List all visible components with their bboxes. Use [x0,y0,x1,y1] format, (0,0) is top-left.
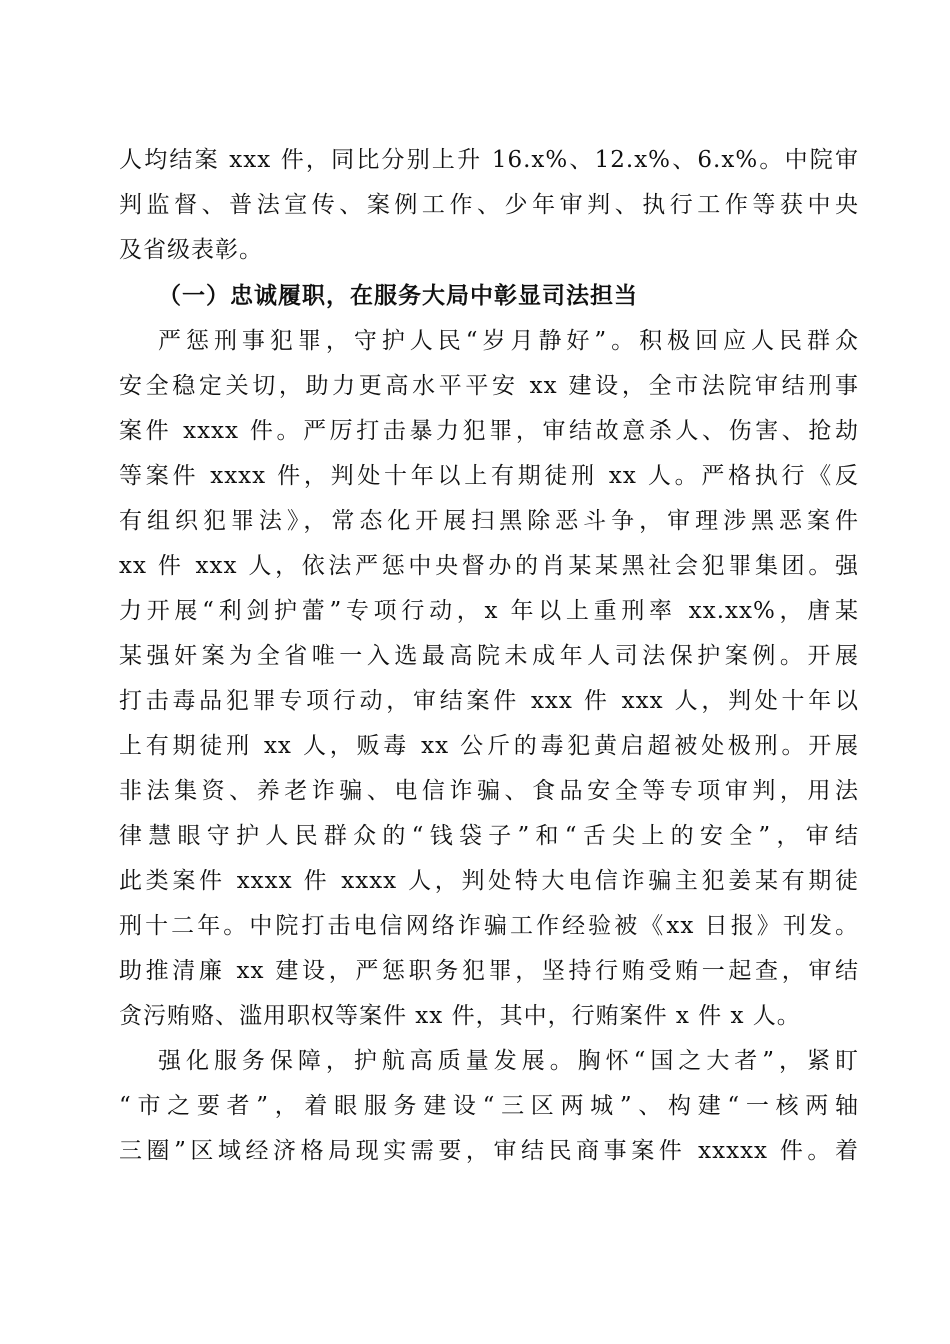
text-line: 判监督、普法宣传、案例工作、少年审判、执行工作等获中央 [119,192,859,218]
text-line: 等案件 xxxx 件，判处十年以上有期徒刑 xx 人。严格执行《反 [119,463,859,489]
text-line: 某强奸案为全省唯一入选最高院未成年人司法保护案例。开展 [119,643,859,669]
text-line: 非法集资、养老诈骗、电信诈骗、食品安全等专项审判，用法 [119,778,859,804]
text-line: 力开展“利剑护蕾”专项行动，x 年以上重刑率 xx.xx%，唐某 [119,598,859,624]
text-line: xx 件 xxx 人，依法严惩中央督办的肖某某黑社会犯罪集团。强 [119,553,859,579]
text-line: 严惩刑事犯罪，守护人民“岁月静好”。积极回应人民群众 [158,328,859,354]
text-line: “市之要者”，着眼服务建设“三区两城”、构建“一核两轴 [119,1093,859,1119]
section-heading: （一）忠诚履职，在服务大局中彰显司法担当 [158,282,638,309]
text-line: 安全稳定关切，助力更高水平平安 xx 建设，全市法院审结刑事 [119,373,859,399]
text-line: 贪污贿赂、滥用职权等案件 xx 件，其中，行贿案件 x 件 x 人。 [119,1003,801,1029]
text-line: 有组织犯罪法》，常态化开展扫黑除恶斗争，审理涉黑恶案件 [119,508,859,534]
text-line: 案件 xxxx 件。严厉打击暴力犯罪，审结故意杀人、伤害、抢劫 [119,418,859,444]
text-line: 打击毒品犯罪专项行动，审结案件 xxx 件 xxx 人，判处十年以 [119,688,859,714]
text-line: 强化服务保障，护航高质量发展。胸怀“国之大者”，紧盯 [158,1048,859,1074]
text-line: 及省级表彰。 [119,237,263,263]
text-line: 人均结案 xxx 件，同比分别上升 16.x%、12.x%、6.x%。中院审 [119,147,859,173]
text-line: 刑十二年。中院打击电信网络诈骗工作经验被《xx 日报》刊发。 [119,913,859,939]
text-line: 此类案件 xxxx 件 xxxx 人，判处特大电信诈骗主犯姜某有期徒 [119,868,859,894]
text-line: 三圈”区域经济格局现实需要，审结民商事案件 xxxxx 件。着 [119,1138,859,1164]
text-line: 助推清廉 xx 建设，严惩职务犯罪，坚持行贿受贿一起查，审结 [119,958,859,984]
text-line: 上有期徒刑 xx 人，贩毒 xx 公斤的毒犯黄启超被处极刑。开展 [119,733,859,759]
text-line: 律慧眼守护人民群众的“钱袋子”和“舌尖上的安全”，审结 [119,823,859,849]
